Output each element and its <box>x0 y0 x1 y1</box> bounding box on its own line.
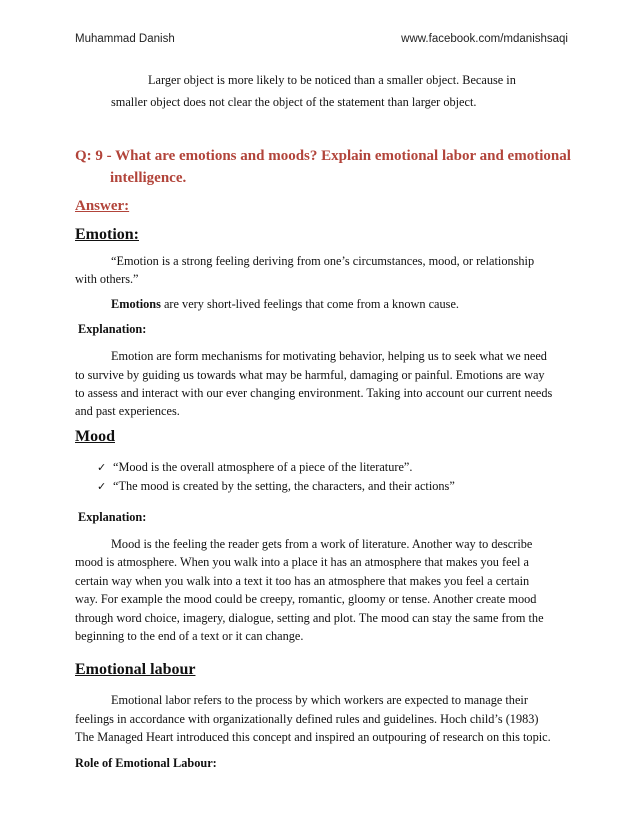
emotion-explanation-line-4: and past experiences. <box>75 404 180 418</box>
emotion-explanation-line-1: Emotion are form mechanisms for motivating behavior, helping us to seek what we need <box>111 349 547 363</box>
labour-line-3: The Managed Heart introduced this concept and inspired an outpouring of research on this topic. <box>75 730 551 744</box>
mood-explanation-line-5: through word choice, imagery, dialogue, setting and plot. The mood can stay the same from the <box>75 611 544 625</box>
mood-heading: Mood <box>75 428 115 445</box>
mood-explanation-line-2: mood is atmosphere. When you walk into a place it has an atmosphere that makes you feel a <box>75 555 529 569</box>
question-line-2: intelligence. <box>110 170 187 186</box>
emotion-quote-line-1: “Emotion is a strong feeling deriving from one’s circumstances, mood, or relationship <box>111 254 535 268</box>
question-line-1: Q: 9 - What are emotions and moods? Explain emotional labor and emotional <box>75 148 571 164</box>
emotion-heading: Emotion: <box>75 226 139 243</box>
mood-bullet-text: “Mood is the overall atmosphere of a piece of the literature”. <box>113 460 413 474</box>
mood-bullet <box>97 460 412 475</box>
role-of-emotional-labour-label: Role of Emotional Labour: <box>75 756 217 770</box>
mood-explanation-line-4: way. For example the mood could be creepy, romantic, gloomy or tense. Another create mood <box>75 592 537 606</box>
intro-line-2: smaller object does not clear the object of the statement than larger object. <box>111 95 477 109</box>
header-author: Muhammad Danish <box>75 33 175 45</box>
labour-line-1: Emotional labor refers to the process by which workers are expected to manage their <box>111 693 528 707</box>
emotion-definition-term: Emotions <box>111 297 161 311</box>
mood-explanation-line-3: certain way when you walk into a text it too has an atmosphere that makes you feel a certain <box>75 574 530 588</box>
page-header <box>75 33 568 47</box>
checkmark-icon: ✓ <box>97 461 107 474</box>
mood-explanation-line-1: Mood is the feeling the reader gets from a work of literature. Another way to describe <box>111 537 533 551</box>
mood-explanation-line-6: beginning to the end of a text or it can change. <box>75 629 304 643</box>
emotion-definition-text: are very short-lived feelings that come from a known cause. <box>160 297 459 311</box>
question-heading <box>75 145 575 189</box>
intro-line-1: Larger object is more likely to be noticed than a smaller object. Because in <box>148 73 516 87</box>
checkmark-icon: ✓ <box>97 480 107 493</box>
emotion-quote-line-2: with others.” <box>75 272 139 286</box>
emotion-definition <box>111 295 571 315</box>
mood-bullet <box>97 479 455 494</box>
emotion-explanation-label: Explanation: <box>78 322 147 336</box>
emotion-explanation-line-2: to survive by guiding us towards what may be harmful, damaging or painful. Emotions are way <box>75 368 545 382</box>
answer-label: Answer: <box>75 198 130 214</box>
emotion-explanation-line-3: to assess and interact with our ever changing environment. Taking into account our current needs <box>75 386 553 400</box>
mood-explanation-label: Explanation: <box>78 510 147 524</box>
emotional-labour-heading: Emotional labour <box>75 661 196 678</box>
header-facebook-link[interactable]: www.facebook.com/mdanishsaqi <box>401 33 568 45</box>
mood-bullet-text: “The mood is created by the setting, the characters, and their actions” <box>113 479 455 493</box>
labour-line-2: feelings in accordance with organizationally defined rules and guidelines. Hoch child’s (1983) <box>75 712 539 726</box>
